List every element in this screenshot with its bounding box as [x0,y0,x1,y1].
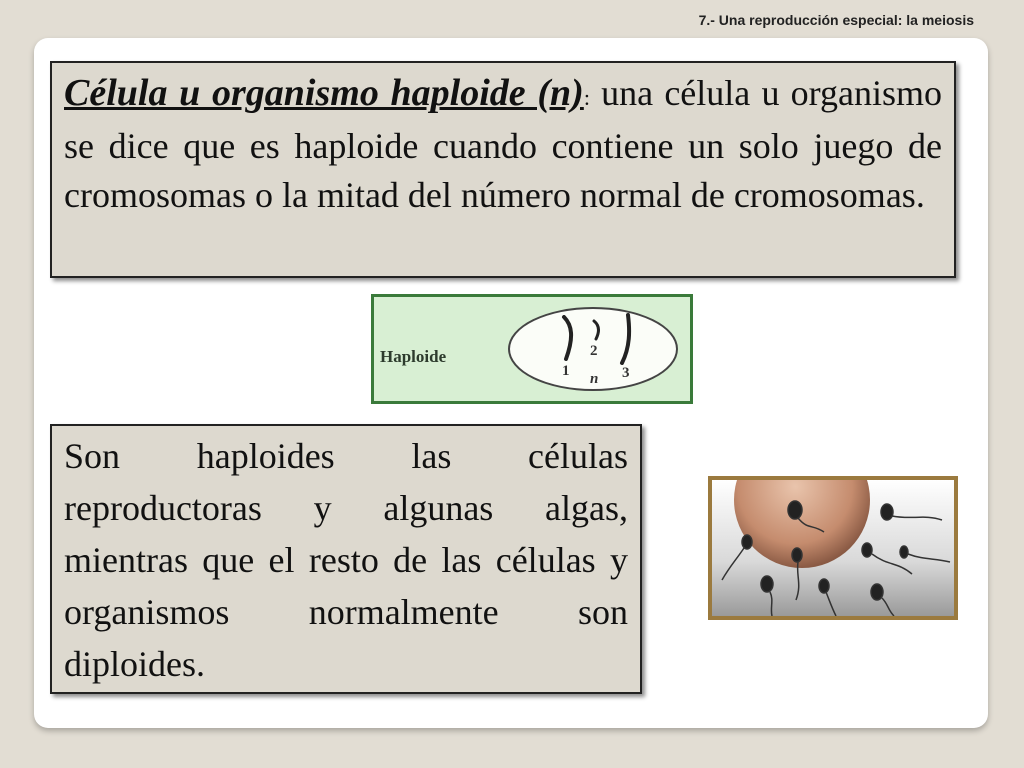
haploid-diagram [371,294,693,404]
chromosome-3-icon [616,313,636,365]
chromosome-1-icon [560,315,580,361]
chromosome-2-icon [590,319,604,341]
definition-term: Célula u organismo haploide (n) [64,72,584,114]
section-title: 7.- Una reproducción especial: la meiosis [698,12,974,28]
cell-ellipse [508,307,678,391]
chromosome-number-3: 3 [622,365,630,381]
sperm-egg-photo [708,476,958,620]
chromosome-number-2: 2 [590,343,598,359]
definition-box [50,61,956,278]
definition-text: una célula u organismo se dice que es haploide cuando contiene un solo juego de cromosomas o la mitad del número normal de cromosomas [64,73,943,215]
n-label: n [590,371,599,387]
definition-colon: : [583,85,590,110]
definition-period: . [915,175,925,215]
examples-text: Son haploides las células reproductoras y algunas algas, mientras que el resto de las células y organismos normalmente son diploides [64,436,628,684]
examples-period: . [196,644,205,684]
fertilization-image [712,480,954,616]
examples-box [50,424,642,694]
chromosome-number-1: 1 [562,363,570,379]
haploid-label: Haploide [380,347,447,366]
